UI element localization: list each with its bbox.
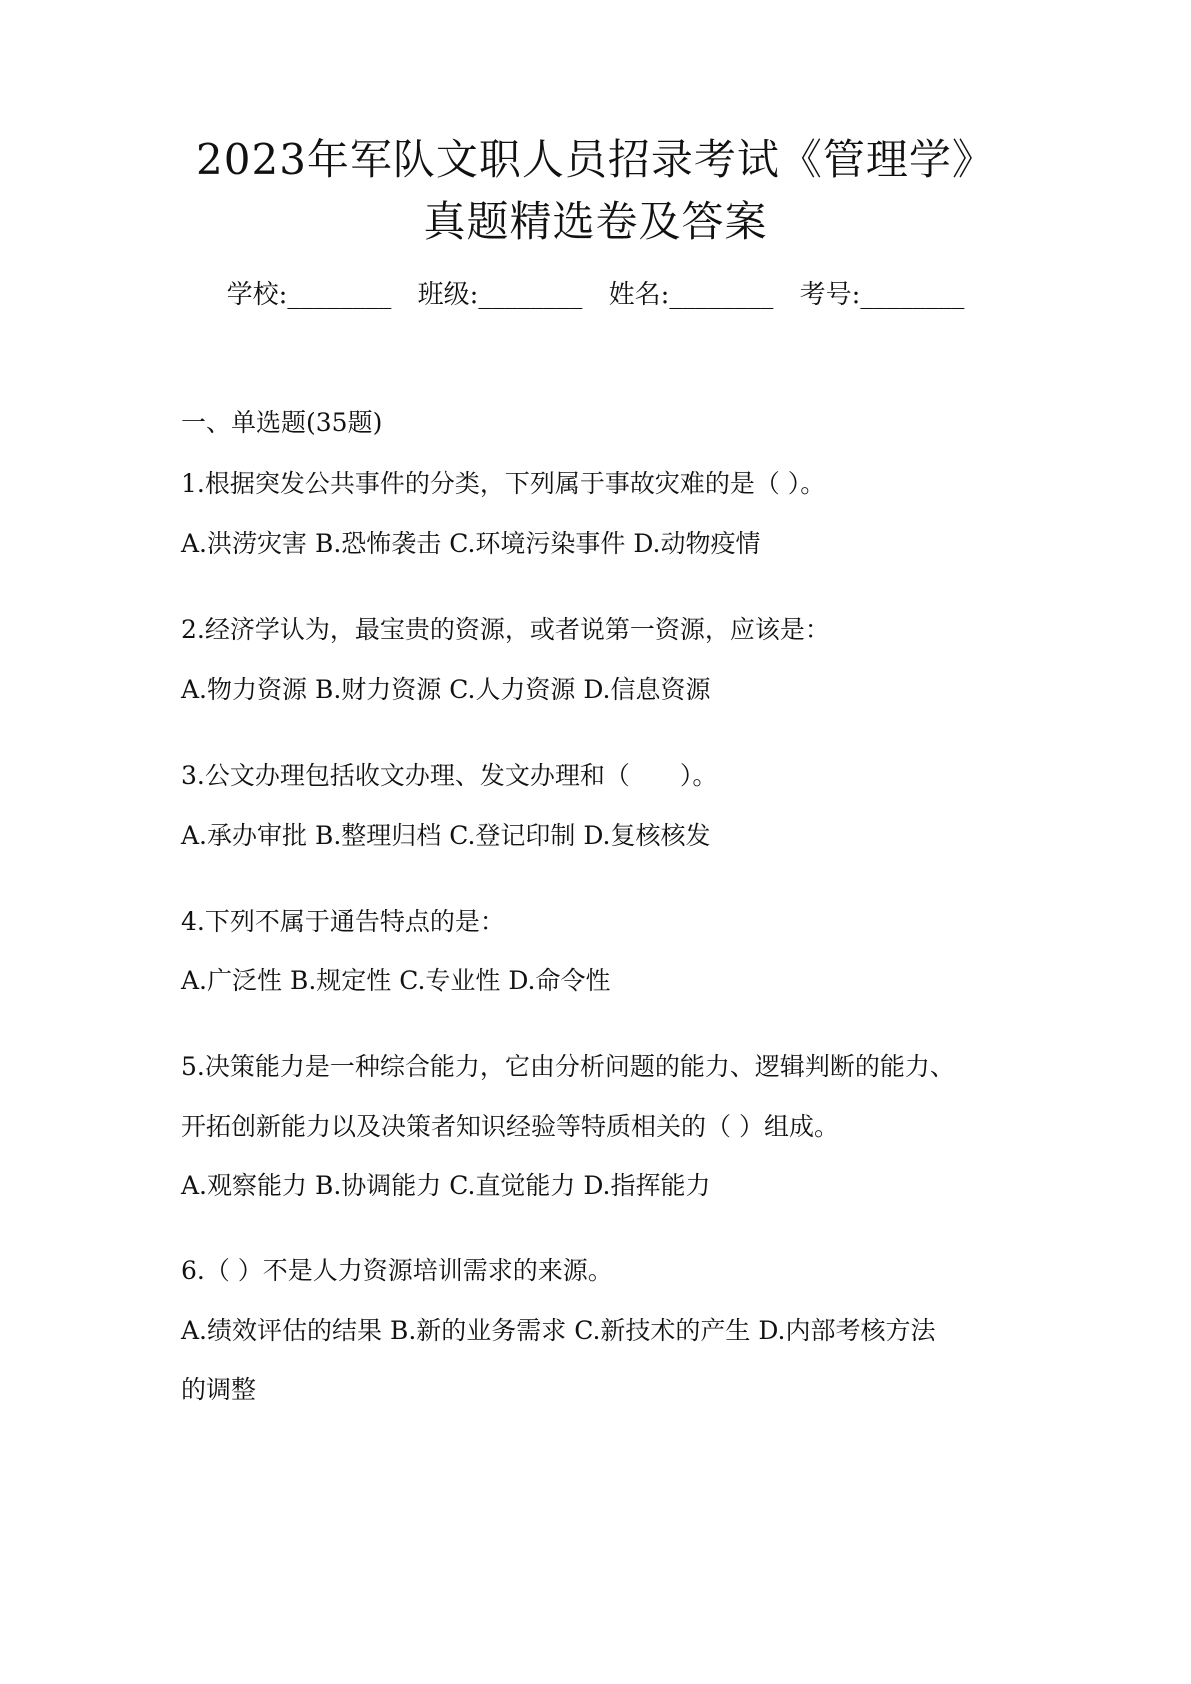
question-6-options-line1: A.绩效评估的结果 B.新的业务需求 C.新技术的产生 D.内部考核方法 (181, 1316, 936, 1345)
school-field: 学校:________ (226, 280, 392, 310)
student-info-row (0, 282, 1191, 308)
question-3-options: A.承办审批 B.整理归档 C.登记印制 D.复核核发 (181, 821, 711, 850)
question-6-stem: 6.（ ）不是人力资源培训需求的来源。 (181, 1256, 613, 1285)
question-5-stem-line1: 5.决策能力是一种综合能力，它由分析问题的能力、逻辑判断的能力、 (181, 1052, 955, 1081)
question-4-options: A.广泛性 B.规定性 C.专业性 D.命令性 (181, 966, 611, 995)
document-title-line1: 2023年军队文职人员招录考试《管理学》 (196, 135, 995, 184)
question-2-options: A.物力资源 B.财力资源 C.人力资源 D.信息资源 (181, 675, 711, 704)
question-5-options: A.观察能力 B.协调能力 C.直觉能力 D.指挥能力 (181, 1171, 711, 1200)
exam-number-field: 考号:________ (799, 280, 965, 310)
question-4-stem: 4.下列不属于通告特点的是： (181, 907, 505, 936)
name-field: 姓名:________ (608, 280, 774, 310)
question-2-stem: 2.经济学认为，最宝贵的资源，或者说第一资源，应该是： (181, 615, 830, 644)
question-6-options-line2: 的调整 (181, 1375, 257, 1404)
class-field: 班级:________ (417, 280, 583, 310)
question-1-stem: 1.根据突发公共事件的分类，下列属于事故灾难的是（ ）。 (181, 469, 826, 498)
section-heading: 一、单选题(35题) (181, 408, 383, 437)
document-title-line2: 真题精选卷及答案 (423, 197, 768, 246)
question-3-stem: 3.公文办理包括收文办理、发文办理和（ ）。 (181, 761, 718, 790)
question-1-options: A.洪涝灾害 B.恐怖袭击 C.环境污染事件 D.动物疫情 (181, 529, 761, 558)
question-5-stem-line2: 开拓创新能力以及决策者知识经验等特质相关的（ ）组成。 (181, 1112, 839, 1141)
